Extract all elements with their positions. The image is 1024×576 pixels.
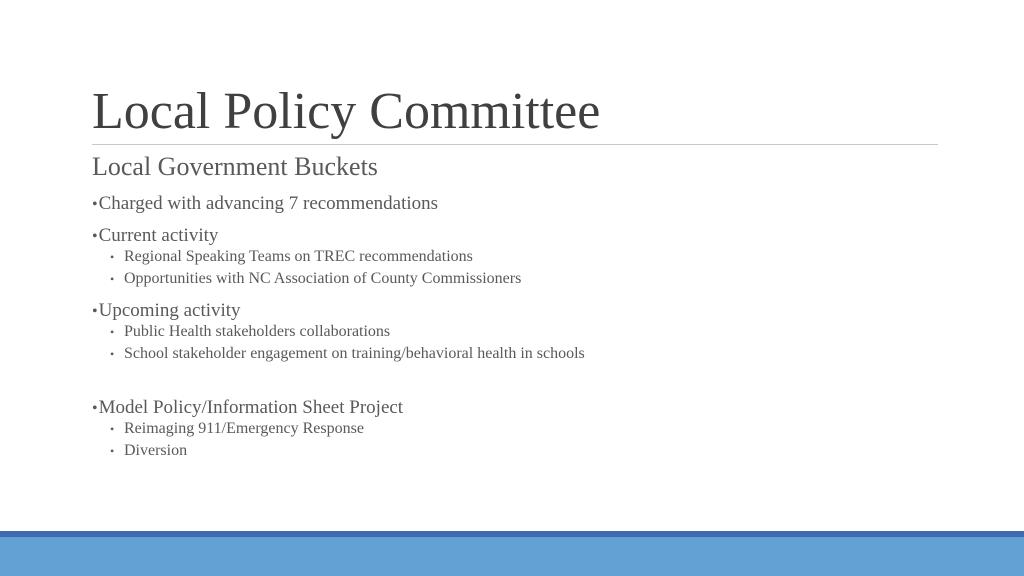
sub-bullet-diversion xyxy=(110,441,187,461)
sub-bullet-regional-speaking-teams xyxy=(110,247,473,267)
bullet-marker: • xyxy=(92,303,98,320)
bullet-text: Current activity xyxy=(98,225,219,246)
sub-bullet-nc-association xyxy=(110,269,521,289)
bullet-marker: • xyxy=(110,347,115,361)
bullet-marker: • xyxy=(92,228,98,245)
slide-subtitle: Local Government Buckets xyxy=(92,152,378,181)
bullet-marker: • xyxy=(110,444,115,458)
bullet-text: Charged with advancing 7 recommendations xyxy=(98,193,439,214)
slide-title: Local Policy Committee xyxy=(92,83,601,140)
bullet-text: School stakeholder engagement on training/behavioral health in schools xyxy=(124,345,585,362)
sub-bullet-reimaging-911 xyxy=(110,419,364,439)
bullet-marker: • xyxy=(110,325,115,339)
bullet-current-activity xyxy=(92,225,218,248)
sub-bullet-public-health xyxy=(110,322,390,342)
bullet-text: Model Policy/Information Sheet Project xyxy=(98,397,404,418)
bullet-marker: • xyxy=(92,196,98,213)
bullet-text: Diversion xyxy=(124,442,188,459)
bullet-charged-recommendations xyxy=(92,193,438,216)
footer-band xyxy=(0,537,1024,576)
bullet-text: Opportunities with NC Association of County Commissioners xyxy=(124,270,522,287)
bullet-marker: • xyxy=(110,272,115,286)
bullet-text: Public Health stakeholders collaborations xyxy=(124,323,391,340)
bullet-marker: • xyxy=(110,250,115,264)
bullet-text: Regional Speaking Teams on TREC recommendations xyxy=(124,248,473,265)
bullet-marker: • xyxy=(92,400,98,417)
bullet-marker: • xyxy=(110,422,115,436)
bullet-text: Upcoming activity xyxy=(98,300,241,321)
bullet-text: Reimaging 911/Emergency Response xyxy=(124,420,364,437)
title-divider xyxy=(92,144,938,145)
sub-bullet-school-stakeholder xyxy=(110,344,585,364)
bullet-model-policy xyxy=(92,397,403,420)
bullet-upcoming-activity xyxy=(92,300,241,323)
